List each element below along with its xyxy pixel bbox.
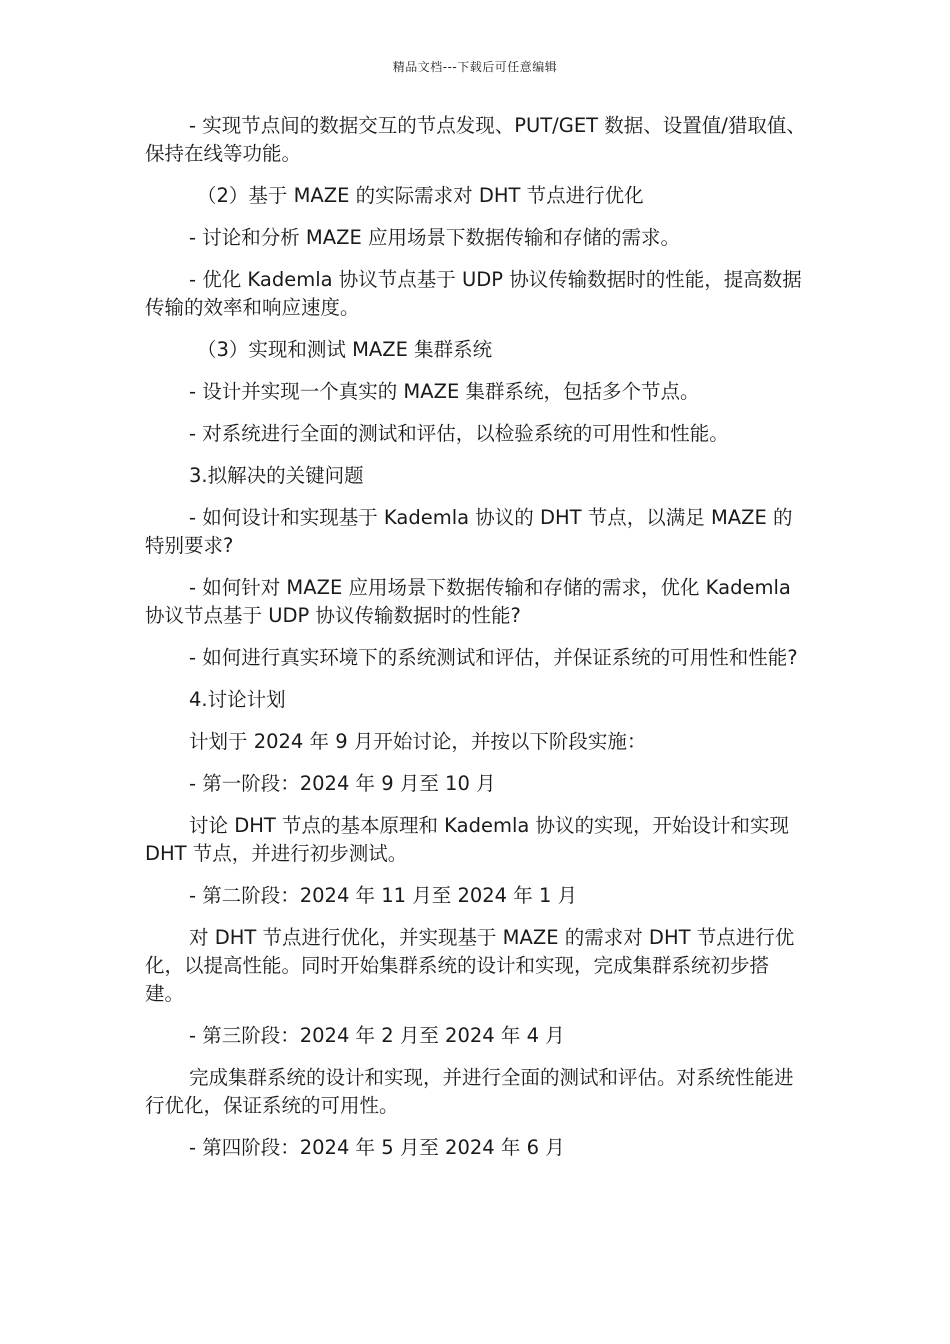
paragraph-bullet: - 如何针对 MAZE 应用场景下数据传输和存储的需求，优化 Kademla 协议节点基于 UDP 协议传输数据时的性能? [145, 576, 791, 627]
section-heading: （2）基于 MAZE 的实际需求对 DHT 节点进行优化 [197, 184, 644, 207]
phase-heading: - 第四阶段：2024 年 5 月至 2024 年 6 月 [189, 1136, 565, 1159]
paragraph-bullet: - 对系统进行全面的测试和评估，以检验系统的可用性和性能。 [189, 422, 729, 445]
phase-heading: - 第二阶段：2024 年 11 月至 2024 年 1 月 [189, 884, 578, 907]
paragraph-bullet: - 设计并实现一个真实的 MAZE 集群系统，包括多个节点。 [189, 380, 700, 403]
paragraph-bullet: - 如何设计和实现基于 Kademla 协议的 DHT 节点，以满足 MAZE 的特别要求? [145, 506, 793, 557]
paragraph-bullet: - 讨论和分析 MAZE 应用场景下数据传输和存储的需求。 [189, 226, 680, 249]
paragraph: 完成集群系统的设计和实现，并进行全面的测试和评估。对系统性能进行优化，保证系统的可用性。 [145, 1066, 794, 1117]
document-body [145, 112, 807, 1176]
paragraph-bullet: - 如何进行真实环境下的系统测试和评估，并保证系统的可用性和性能? [189, 646, 798, 669]
paragraph: 计划于 2024 年 9 月开始讨论，并按以下阶段实施： [189, 730, 647, 753]
paragraph-bullet: - 优化 Kademla 协议节点基于 UDP 协议传输数据时的性能，提高数据传输的效率和响应速度。 [145, 268, 802, 319]
paragraph: 讨论 DHT 节点的基本原理和 Kademla 协议的实现，开始设计和实现 DHT 节点，并进行初步测试。 [145, 814, 790, 865]
section-heading: 4.讨论计划 [189, 688, 286, 711]
page-header: 精品文档---下载后可任意编辑 [392, 60, 558, 74]
section-heading: 3.拟解决的关键问题 [189, 464, 364, 487]
phase-heading: - 第三阶段：2024 年 2 月至 2024 年 4 月 [189, 1024, 565, 1047]
paragraph-bullet: - 实现节点间的数据交互的节点发现、PUT/GET 数据、设置值/猎取值、保持在线等功能。 [145, 114, 806, 165]
phase-heading: - 第一阶段：2024 年 9 月至 10 月 [189, 772, 496, 795]
section-heading: （3）实现和测试 MAZE 集群系统 [197, 338, 493, 361]
paragraph: 对 DHT 节点进行优化，并实现基于 MAZE 的需求对 DHT 节点进行优化，以提高性能。同时开始集群系统的设计和实现，完成集群系统初步搭建。 [145, 926, 795, 1005]
